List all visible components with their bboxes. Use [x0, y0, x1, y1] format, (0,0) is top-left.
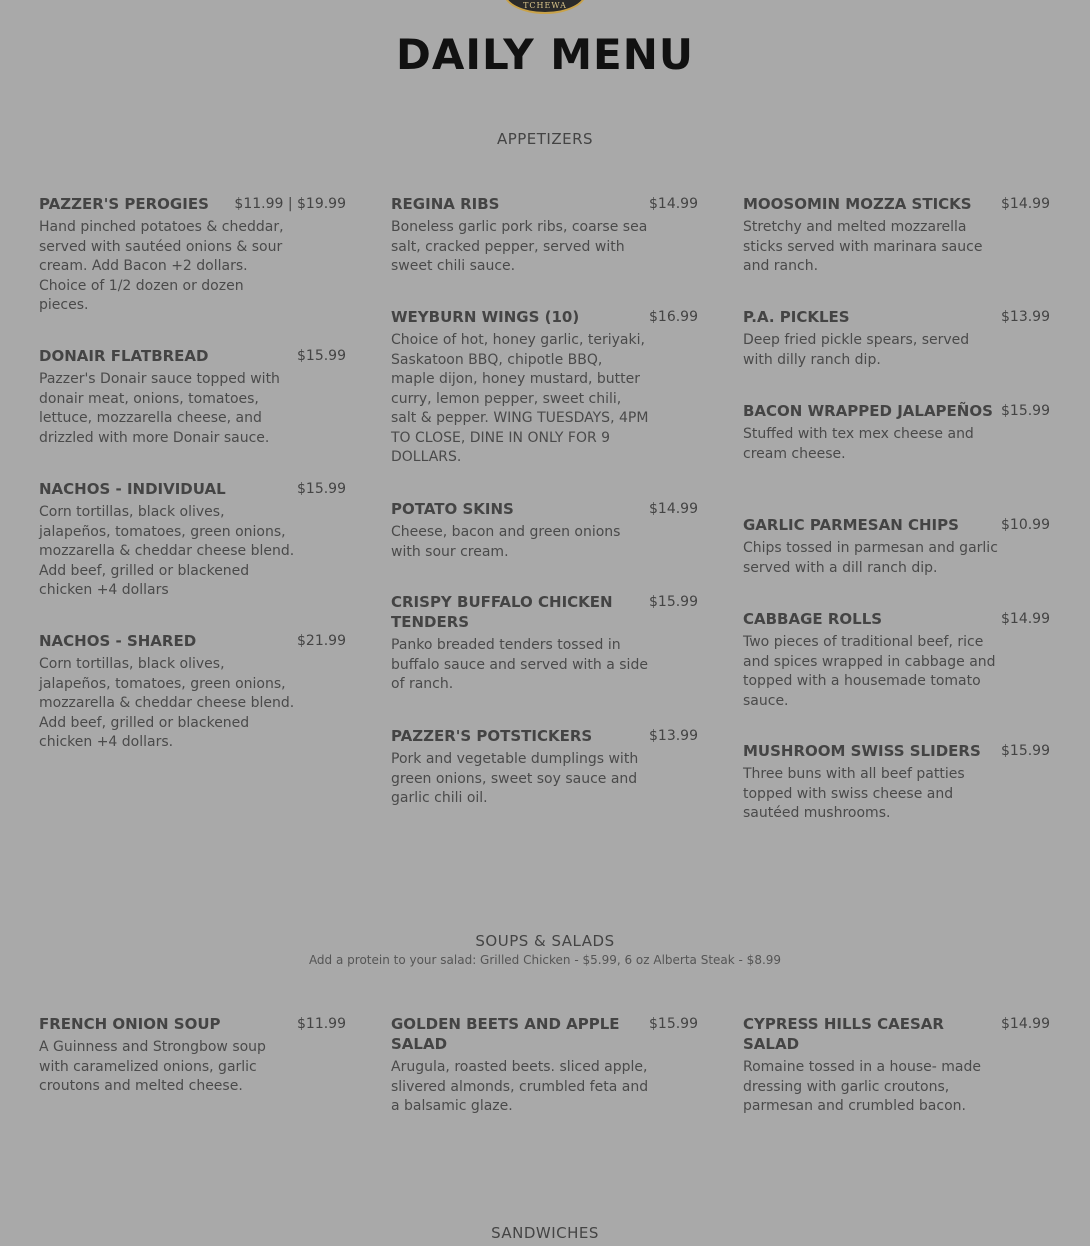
item-price: $21.99: [297, 633, 346, 649]
item-price: $14.99: [1001, 1016, 1050, 1032]
item-name: GOLDEN BEETS AND APPLE SALAD: [391, 1015, 620, 1053]
item-description: Choice of hot, honey garlic, teriyaki, Saskatoon BBQ, chipotle BBQ, maple dijon, honey mustard, butter curry, lemon pepper, sweet chili, salt & pepper. WING TUESDAYS, 4PM TO CLOSE, DINE IN ONLY FOR 9 DOLLARS.: [391, 332, 649, 465]
menu-item: [743, 194, 1053, 277]
item-description: Stretchy and melted mozzarella sticks served with marinara sauce and ranch.: [743, 219, 983, 274]
item-name: NACHOS - INDIVIDUAL: [39, 480, 226, 498]
item-price: $14.99: [649, 196, 698, 212]
item-description: A Guinness and Strongbow soup with caramelized onions, garlic croutons and melted cheese.: [39, 1039, 266, 1094]
menu-item: [743, 515, 1053, 578]
item-name: CABBAGE ROLLS: [743, 610, 883, 628]
item-price: $13.99: [1001, 309, 1050, 325]
menu-item: [391, 307, 701, 468]
menu-item: [391, 1014, 701, 1117]
restaurant-logo: [503, 0, 587, 14]
item-price: $15.99: [649, 1016, 698, 1032]
item-price: $14.99: [1001, 196, 1050, 212]
item-description: Pork and vegetable dumplings with green onions, sweet soy sauce and garlic chili oil.: [391, 751, 639, 806]
menu-item: [391, 194, 701, 277]
item-price: $15.99: [297, 481, 346, 497]
menu-item: [743, 609, 1053, 711]
item-price: $14.99: [649, 501, 698, 517]
item-description: Chips tossed in parmesan and garlic served with a dill ranch dip.: [743, 540, 998, 576]
item-description: Romaine tossed in a house- made dressing with garlic croutons, parmesan and crumbled bacon.: [743, 1059, 981, 1114]
item-description: Pazzer's Donair sauce topped with donair meat, onions, tomatoes, lettuce, mozzarella cheese, and drizzled with more Donair sauce.: [39, 371, 280, 446]
item-description: Hand pinched potatoes & cheddar, served with sautéed onions & sour cream. Add Bacon +2 dollars. Choice of 1/2 dozen or dozen pieces.: [39, 219, 284, 313]
item-name: CYPRESS HILLS CAESAR SALAD: [743, 1015, 944, 1053]
item-name: CRISPY BUFFALO CHICKEN TENDERS: [391, 593, 613, 631]
menu-item: [39, 479, 349, 601]
menu-item: [743, 401, 1053, 464]
item-price: $11.99: [297, 1016, 346, 1032]
item-price: $15.99: [1001, 743, 1050, 759]
item-description: Stuffed with tex mex cheese and cream cheese.: [743, 426, 974, 462]
item-description: Deep fried pickle spears, served with dilly ranch dip.: [743, 332, 970, 368]
page-title: DAILY MENU: [396, 30, 694, 79]
menu-item: [39, 1014, 349, 1097]
item-description: Corn tortillas, black olives, jalapeños, tomatoes, green onions, mozzarella & cheddar cheese blend. Add beef, grilled or blackened chicken +4 dollars: [39, 504, 295, 598]
item-name: NACHOS - SHARED: [39, 632, 197, 650]
item-name: DONAIR FLATBREAD: [39, 347, 209, 365]
logo-text: TCHEWA: [523, 1, 567, 10]
item-price: $15.99: [1001, 403, 1050, 419]
item-name: POTATO SKINS: [391, 500, 514, 518]
item-description: Boneless garlic pork ribs, coarse sea salt, cracked pepper, served with sweet chili sauce.: [391, 219, 648, 274]
item-name: WEYBURN WINGS (10): [391, 308, 580, 326]
item-price: $13.99: [649, 728, 698, 744]
item-description: Cheese, bacon and green onions with sour cream.: [391, 524, 621, 560]
item-name: FRENCH ONION SOUP: [39, 1015, 221, 1033]
item-description: Panko breaded tenders tossed in buffalo sauce and served with a side of ranch.: [391, 637, 648, 692]
item-description: Corn tortillas, black olives, jalapeños, tomatoes, green onions, mozzarella & cheddar cheese blend. Add beef, grilled or blackened chicken +4 dollars.: [39, 656, 295, 750]
menu-item: [743, 1014, 1053, 1117]
menu-item: [391, 592, 701, 695]
item-price: $11.99 | $19.99: [234, 196, 346, 212]
item-description: Three buns with all beef patties topped with swiss cheese and sautéed mushrooms.: [743, 766, 965, 821]
menu-item: [743, 307, 1053, 370]
menu-item: [743, 741, 1053, 824]
item-price: $10.99: [1001, 517, 1050, 533]
item-name: PAZZER'S POTSTICKERS: [391, 727, 593, 745]
section-title-sandwiches: SANDWICHES: [491, 1224, 599, 1242]
section-title-appetizers: APPETIZERS: [496, 130, 594, 148]
menu-item: [39, 194, 349, 316]
section-note-protein: Add a protein to your salad: Grilled Chicken - $5.99, 6 oz Alberta Steak - $8.99: [308, 953, 782, 967]
item-description: Arugula, roasted beets. sliced apple, slivered almonds, crumbled feta and a balsamic glaze.: [391, 1059, 649, 1114]
menu-item: [391, 726, 701, 809]
item-name: PAZZER'S PEROGIES: [39, 195, 209, 213]
section-title-soups-salads: SOUPS & SALADS: [475, 932, 615, 950]
item-price: $15.99: [649, 594, 698, 610]
item-price: $15.99: [297, 348, 346, 364]
menu-item: [391, 499, 701, 562]
item-description: Two pieces of traditional beef, rice and spices wrapped in cabbage and topped with a housemade tomato sauce.: [743, 634, 996, 709]
item-name: BACON WRAPPED JALAPEÑOS: [743, 402, 993, 420]
item-name: MOOSOMIN MOZZA STICKS: [743, 195, 972, 213]
item-name: REGINA RIBS: [391, 195, 500, 213]
item-name: P.A. PICKLES: [743, 308, 850, 326]
item-name: GARLIC PARMESAN CHIPS: [743, 516, 959, 534]
item-price: $16.99: [649, 309, 698, 325]
item-price: $14.99: [1001, 611, 1050, 627]
item-name: MUSHROOM SWISS SLIDERS: [743, 742, 981, 760]
menu-item: [39, 346, 349, 448]
menu-item: [39, 631, 349, 753]
